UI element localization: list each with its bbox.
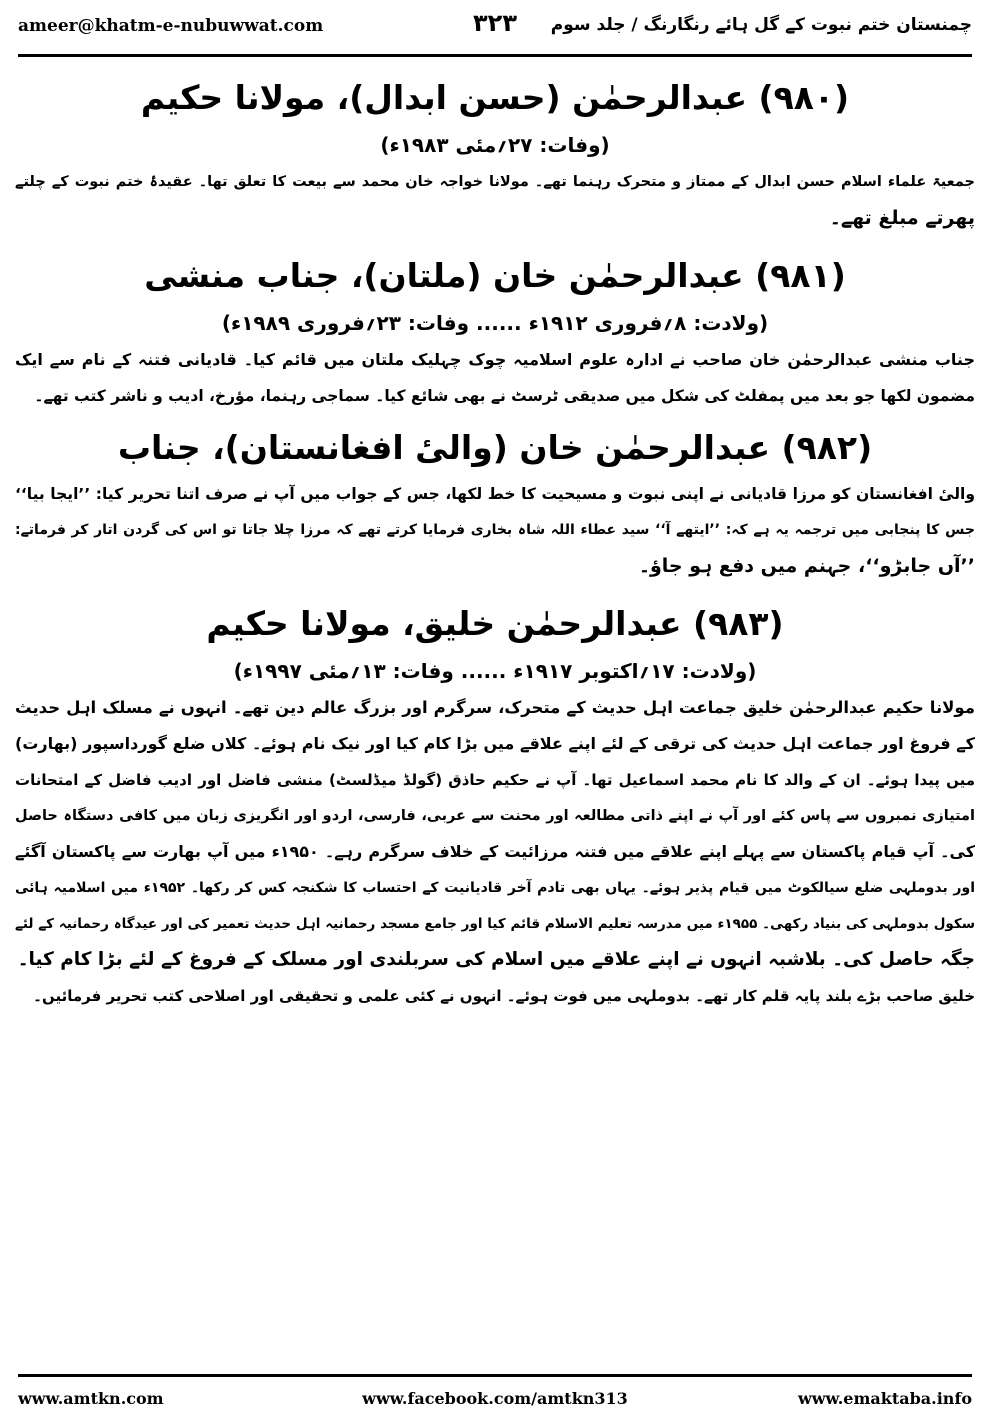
entry-982 (15, 420, 975, 584)
entry-heading: (۹۸۲) عبدالرحمٰن خان (والیٔ افغانستان)، جناب (117, 428, 873, 467)
footer-link-amtkn[interactable]: www.amtkn.com (18, 1389, 164, 1408)
body-line: جناب منشی عبدالرحمٰن خان صاحب نے ادارہ علوم اسلامیہ چوک چہلیک ملتان میں قائم کیا۔ قادیانی فتنہ کے نام سے ایک (15, 350, 975, 369)
body-line: پھرتے مبلغ تھے۔ (829, 207, 975, 229)
entry-body (15, 476, 975, 584)
body-line: کے فروغ اور جماعت اہل حدیث کی ترقی کے لئے اپنے علاقے میں بڑا کام کیا اور نیک نام ہوئے۔ کلاں ضلع گورداسپور (بھارت) (15, 734, 975, 753)
entry-body (15, 342, 975, 414)
entry-983 (15, 596, 975, 1014)
body-line: جمعیۃ علماء اسلام حسن ابدال کے ممتاز و متحرک رہنما تھے۔ مولانا خواجہ خان محمد سے بیعت کا تعلق تھا۔ عقیدۂ ختم نبوت کے چلتے (15, 174, 975, 190)
body-line: مضمون لکھا جو بعد میں پمفلٹ کی شکل میں صدیقی ٹرسٹ نے بھی شائع کیا۔ سماجی رہنما، مؤرخ، ادیب و ناشر کتب تھے۔ (34, 387, 975, 405)
page-footer (18, 1374, 972, 1423)
body-line: جگہ حاصل کی۔ بلاشبہ انہوں نے اپنے علاقے میں اسلام کی سربلندی اور مسلک کے فروغ کے لئے بڑا کام کیا۔ (17, 949, 975, 970)
body-line: خلیق صاحب بڑے بلند پایہ قلم کار تھے۔ بدوملہی میں فوت ہوئے۔ انہوں نے کئی علمی و تحقیقی اور اصلاحی کتب تحریر فرمائیں۔ (33, 987, 975, 1005)
footer-link-emaktaba[interactable]: www.emaktaba.info (798, 1389, 972, 1408)
entry-heading: (۹۸۱) عبدالرحمٰن خان (ملتان)، جناب منشی (144, 256, 846, 295)
body-line: جس کا پنجابی میں ترجمہ یہ ہے کہ: ’’ایتھے آ‘‘ سید عطاء اللہ شاہ بخاری فرمایا کرتے تھے کہ مرزا چلا جاتا تو اس کی گردن اتار کر فرماتے: (15, 522, 975, 538)
body-line: اور بدوملہی ضلع سیالکوٹ میں قیام پذیر ہوئے۔ یہاں بھی تادم آخر قادیانیت کے احتساب کا شکنجہ کس کر رکھا۔ ۱۹۵۲ء میں اسلامیہ ہائی (15, 880, 975, 896)
page-number: ۳۲۳ (473, 9, 517, 37)
entry-dates: (وفات: ۲۷؍مئی ۱۹۸۳ء) (380, 133, 610, 157)
book-title: چمنستان ختم نبوت کے گل ہائے رنگارنگ / جلد سوم (550, 15, 972, 35)
page-header (18, 0, 972, 57)
entry-981 (15, 248, 975, 414)
entry-body (15, 164, 975, 236)
header-email: ameer@khatm-e-nubuwwat.com (18, 16, 324, 36)
entry-980 (15, 70, 975, 236)
body-line: سکول بدوملہی کی بنیاد رکھی۔ ۱۹۵۵ء میں مدرسہ تعلیم الاسلام قائم کیا اور جامع مسجد رحمانیہ اہل حدیث تعمیر کی اور عیدگاہ رحمانیہ کے لئے (15, 916, 975, 932)
body-line: امتیازی نمبروں سے پاس کئے اور آپ نے اپنے ذاتی مطالعہ اور محنت سے عربی، فارسی، اردو اور انگریزی زبان میں کافی دستگاہ حاصل (15, 808, 975, 824)
body-line: کی۔ آپ قیام پاکستان سے پہلے اپنے علاقے میں فتنہ مرزائیت کے خلاف سرگرم رہے۔ ۱۹۵۰ء میں آپ بھارت سے پاکستان آگئے (15, 842, 975, 861)
entry-heading: (۹۸۰) عبدالرحمٰن (حسن ابدال)، مولانا حکیم (140, 78, 850, 117)
page-content (15, 70, 975, 1014)
entry-heading: (۹۸۳) عبدالرحمٰن خلیق، مولانا حکیم (206, 604, 784, 643)
entry-body (15, 690, 975, 1014)
body-line: میں پیدا ہوئے۔ ان کے والد کا نام محمد اسماعیل تھا۔ آپ نے حکیم حاذق (گولڈ میڈلسٹ) منشی فاضل اور ادیب فاضل کے امتحانات (15, 771, 975, 789)
body-line: والیٔ افغانستان کو مرزا قادیانی نے اپنی نبوت و مسیحیت کا خط لکھا، جس کے جواب میں آپ نے صرف اتنا تحریر کیا: ’’ایجا بیا‘‘ (15, 485, 975, 503)
entry-dates: (ولادت: ۸؍فروری ۱۹۱۲ء ...... وفات: ۲۳؍فروری ۱۹۸۹ء) (221, 311, 769, 335)
body-line: ’’آں جابڑو‘‘، جہنم میں دفع ہو جاؤ۔ (638, 555, 975, 577)
footer-link-facebook[interactable]: www.facebook.com/amtkn313 (362, 1389, 628, 1408)
body-line: مولانا حکیم عبدالرحمٰن خلیق جماعت اہل حدیث کے متحرک، سرگرم اور بزرگ عالم دین تھے۔ انہوں نے مسلک اہل حدیث (15, 698, 975, 717)
entry-dates: (ولادت: ۱۷؍اکتوبر ۱۹۱۷ء ...... وفات: ۱۳؍مئی ۱۹۹۷ء) (233, 659, 757, 683)
